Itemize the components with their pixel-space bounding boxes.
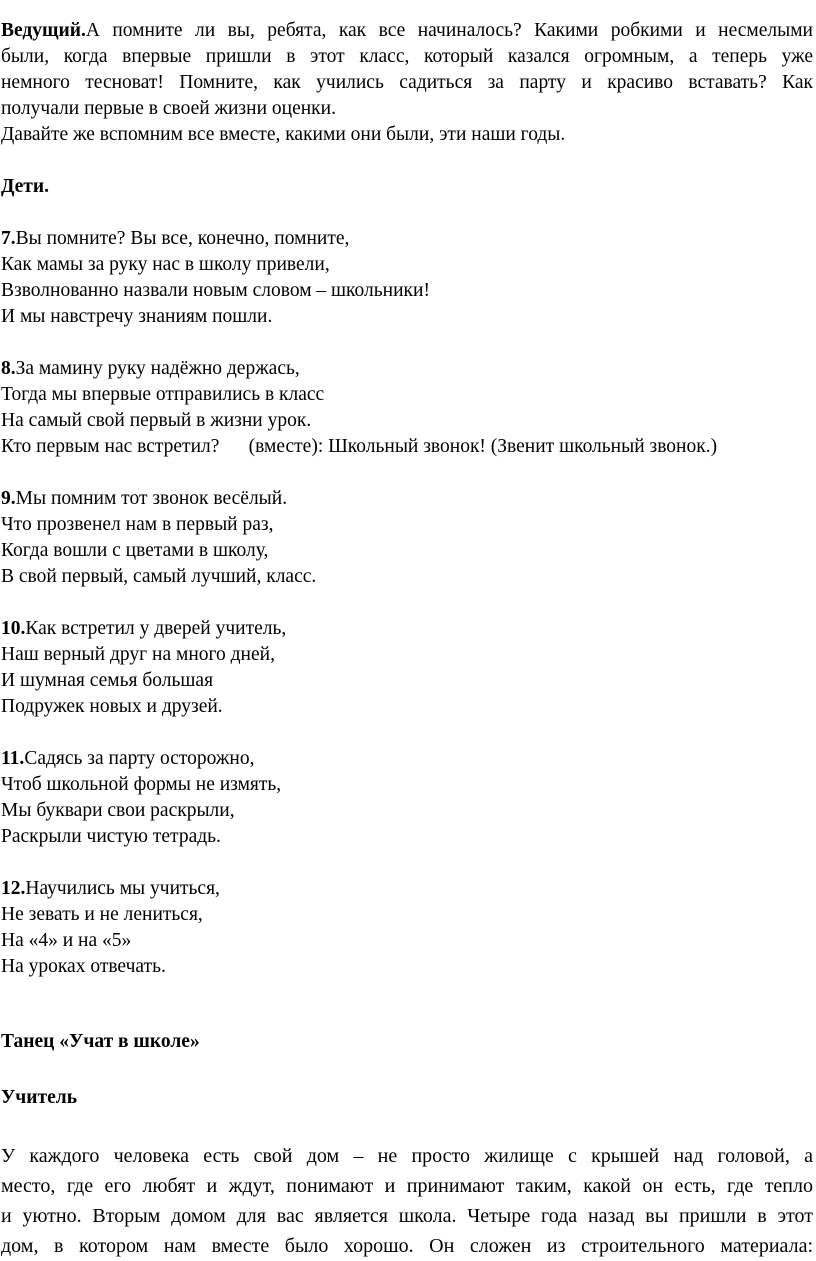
verse-block <box>1 486 813 590</box>
verse-line: Как мамы за руку нас в школу привели, <box>1 254 330 275</box>
verse-line: И шумная семья большая <box>1 670 214 691</box>
children-heading: Дети. <box>1 176 49 197</box>
verse-line: Чтоб школьной формы не измять, <box>1 774 282 795</box>
teacher-line: дом, в котором нам вместе было хорошо. Он сложен из строительного материала: <box>1 1235 813 1257</box>
verse-line: Кто первым нас встретил? (вместе): Школьный звонок! (Звенит школьный звонок.) <box>1 436 718 457</box>
verse-block <box>1 616 813 720</box>
verse-line: Что прозвенел нам в первый раз, <box>1 514 274 535</box>
verse-line: Когда вошли с цветами в школу, <box>1 540 269 561</box>
verse-number: 8. <box>1 358 16 379</box>
teacher-line: место, где его любят и ждут, понимают и принимают таким, какой он есть, где тепло <box>1 1175 813 1197</box>
verse-line: На самый свой первый в жизни урок. <box>1 410 312 431</box>
verse-line: Не зевать и не лениться, <box>1 904 203 925</box>
verse-number: 11. <box>1 748 25 769</box>
verse-number: 9. <box>1 488 16 509</box>
intro-line: были, когда впервые пришли в этот класс, который казался огромным, а теперь уже <box>1 46 813 67</box>
verse-first-line: 12.Научились мы учиться, <box>1 878 220 899</box>
verse-block <box>1 356 813 460</box>
verse-number: 7. <box>1 228 16 249</box>
intro-line <box>1 18 813 44</box>
verse-line: Наш верный друг на много дней, <box>1 644 275 665</box>
dance-heading: Танец «Учат в школе» <box>1 1031 200 1052</box>
verse-first-line: 7.Вы помните? Вы все, конечно, помните, <box>1 228 350 249</box>
verse-line: И мы навстречу знаниям пошли. <box>1 306 273 327</box>
verse-line: В свой первый, самый лучший, класс. <box>1 566 317 587</box>
verse-block <box>1 876 813 980</box>
verse-line: Мы буквари свои раскрыли, <box>1 800 235 821</box>
verse-line: На «4» и на «5» <box>1 930 132 951</box>
verse-line: На уроках отвечать. <box>1 956 166 977</box>
verse-first-line: 8.За мамину руку надёжно держась, <box>1 358 300 379</box>
teacher-heading: Учитель <box>1 1087 78 1108</box>
intro-closing: Давайте же вспомним все вместе, какими они были, эти наши годы. <box>1 124 566 145</box>
verse-line: Взволнованно назвали новым словом – школьники! <box>1 280 430 301</box>
verse-line: Тогда мы впервые отправились в класс <box>1 384 325 405</box>
verse-block <box>1 226 813 330</box>
intro-line: немного тесноват! Помните, как учились садиться за парту и красиво вставать? Как <box>1 72 813 93</box>
teacher-line: и уютно. Вторым домом для вас является школа. Четыре года назад вы пришли в этот <box>1 1205 813 1227</box>
verse-block <box>1 746 813 850</box>
verse-line: Подружек новых и друзей. <box>1 696 223 717</box>
intro-paragraph <box>1 18 813 148</box>
document-page <box>1 18 813 1261</box>
teacher-paragraph <box>1 1141 813 1261</box>
verse-number: 10. <box>1 618 26 639</box>
teacher-line: У каждого человека есть свой дом – не просто жилище с крышей над головой, а <box>1 1145 813 1167</box>
verse-first-line: 9.Мы помним тот звонок весёлый. <box>1 488 288 509</box>
verse-line: Раскрыли чистую тетрадь. <box>1 826 221 847</box>
verse-number: 12. <box>1 878 26 899</box>
intro-line-text: А помните ли вы, ребята, как все начиналось? Какими робкими и несмелыми <box>85 20 813 41</box>
verse-first-line: 10.Как встретил у дверей учитель, <box>1 618 287 639</box>
verse-first-line: 11.Садясь за парту осторожно, <box>1 748 255 769</box>
speaker-label: Ведущий. <box>1 20 86 41</box>
intro-line: получали первые в своей жизни оценки. <box>1 98 336 119</box>
